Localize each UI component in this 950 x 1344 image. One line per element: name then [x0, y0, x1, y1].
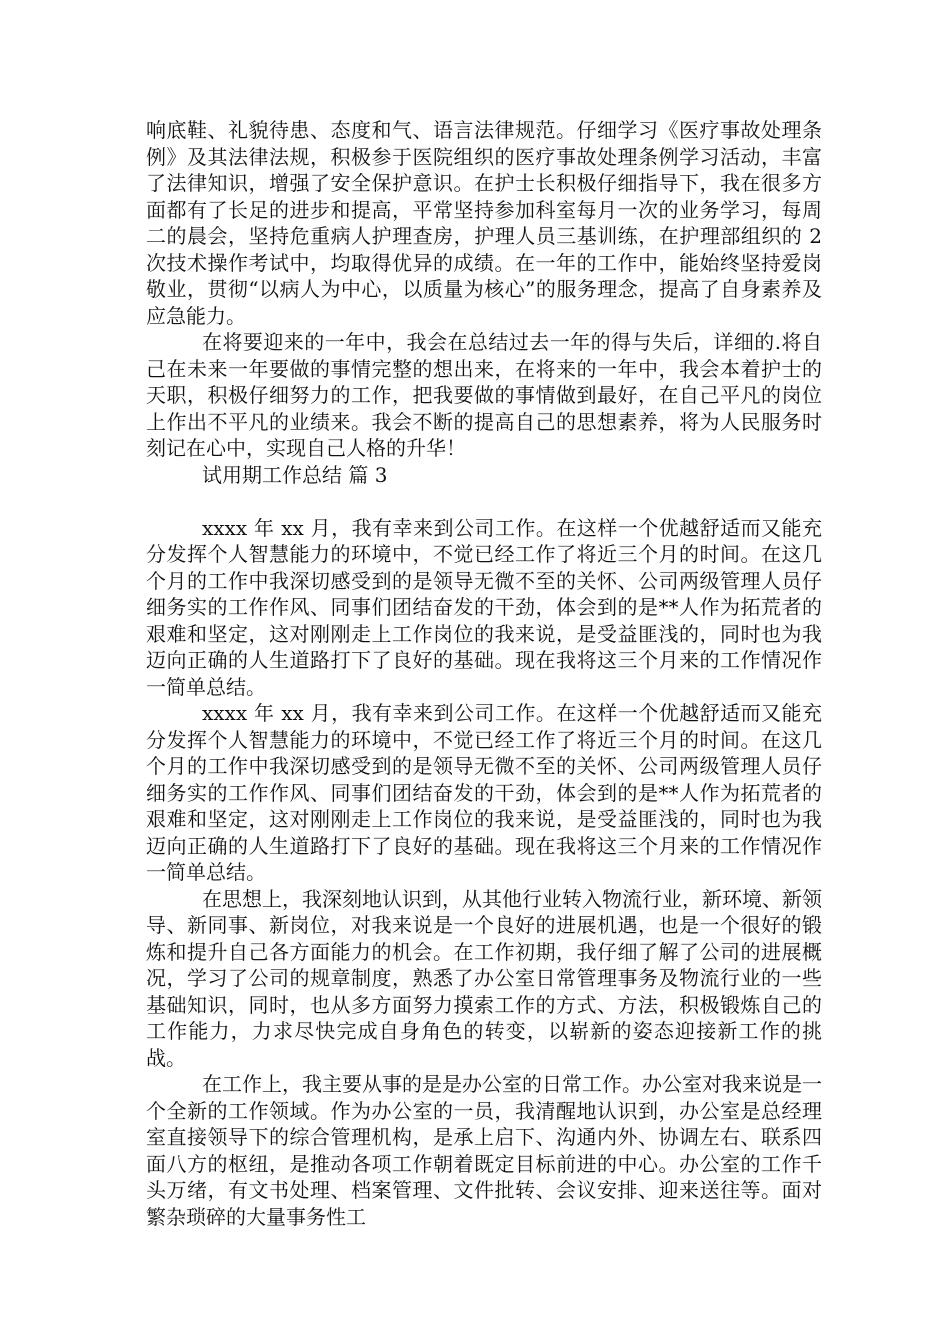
- paragraph-5: 在思想上，我深刻地认识到，从其他行业转入物流行业，新环境、新领导、新同事、新岗位，对我来说是一个良好的进展机遇，也是一个很好的锻炼和提升自己各方面能力的机会。在工作初期，我仔细了解了公司的进展概况，学习了公司的规章制度，熟悉了办公室日常管理事务及物流行业的一些基础知识，同时，也从多方面努力摸索工作的方式、方法，积极锻炼自己的工作能力，力求尽快完成自身角色的转变，以崭新的姿态迎接新工作的挑战。: [146, 886, 822, 1070]
- document-page: [146, 117, 822, 1230]
- paragraph-6: 在工作上，我主要从事的是是办公室的日常工作。办公室对我来说是一个全新的工作领域。作为办公室的一员，我清醒地认识到，办公室是总经理室直接领导下的综合管理机构，是承上启下、沟通内外、协调左右、联系四面八方的枢纽，是推动各项工作朝着既定目标前进的中心。办公室的工作千头万绪，有文书处理、档案管理、文件批转、会议安排、迎来送往等。面对繁杂琐碎的大量事务性工: [146, 1072, 822, 1229]
- paragraph-1: 响底鞋、礼貌待患、态度和气、语言法律规范。仔细学习《医疗事故处理条例》及其法律法规，积极参于医院组织的医疗事故处理条例学习活动，丰富了法律知识，增强了安全保护意识。在护士长积极仔细指导下，我在很多方面都有了长足的进步和提高，平常坚持参加科室每月一次的业务学习，每周二的晨会，坚持危重病人护理查房，护理人员三基训练，在护理部组织的 2 次技术操作考试中，均取得优异的成绩。在一年的工作中，能始终坚持爱岗敬业，贯彻“以病人为中心，以质量为核心”的服务理念，提高了自身素养及应急能力。: [146, 118, 822, 328]
- paragraph-2: 在将要迎来的一年中，我会在总结过去一年的得与失后，详细的.将自己在未来一年要做的事情完整的想出来，在将来的一年中，我会本着护士的天职，积极仔细努力的工作，把我要做的事情做到最好，在自己平凡的岗位上作出不平凡的业绩来。我会不断的提高自己的思想素养，将为人民服务时刻记在心中，实现自己人格的升华！: [146, 330, 822, 460]
- section-heading: 试用期工作总结 篇 3: [202, 462, 388, 487]
- paragraph-3: xxxx 年 xx 月，我有幸来到公司工作。在这样一个优越舒适而又能充分发挥个人智慧能力的环境中，不觉已经工作了将近三个月的时间。在这几个月的工作中我深切感受到的是领导无微不至的关怀、公司两级管理人员仔细务实的工作作风、同事们团结奋发的干劲，体会到的是**人作为拓荒者的艰难和坚定，这对刚刚走上工作岗位的我来说，是受益匪浅的，同时也为我迈向正确的人生道路打下了良好的基础。现在我将这三个月来的工作情况作一简单总结。: [146, 515, 822, 699]
- paragraph-4: xxxx 年 xx 月，我有幸来到公司工作。在这样一个优越舒适而又能充分发挥个人智慧能力的环境中，不觉已经工作了将近三个月的时间。在这几个月的工作中我深切感受到的是领导无微不至的关怀、公司两级管理人员仔细务实的工作作风、同事们团结奋发的干劲，体会到的是**人作为拓荒者的艰难和坚定，这对刚刚走上工作岗位的我来说，是受益匪浅的，同时也为我迈向正确的人生道路打下了良好的基础。现在我将这三个月来的工作情况作一简单总结。: [146, 701, 822, 884]
